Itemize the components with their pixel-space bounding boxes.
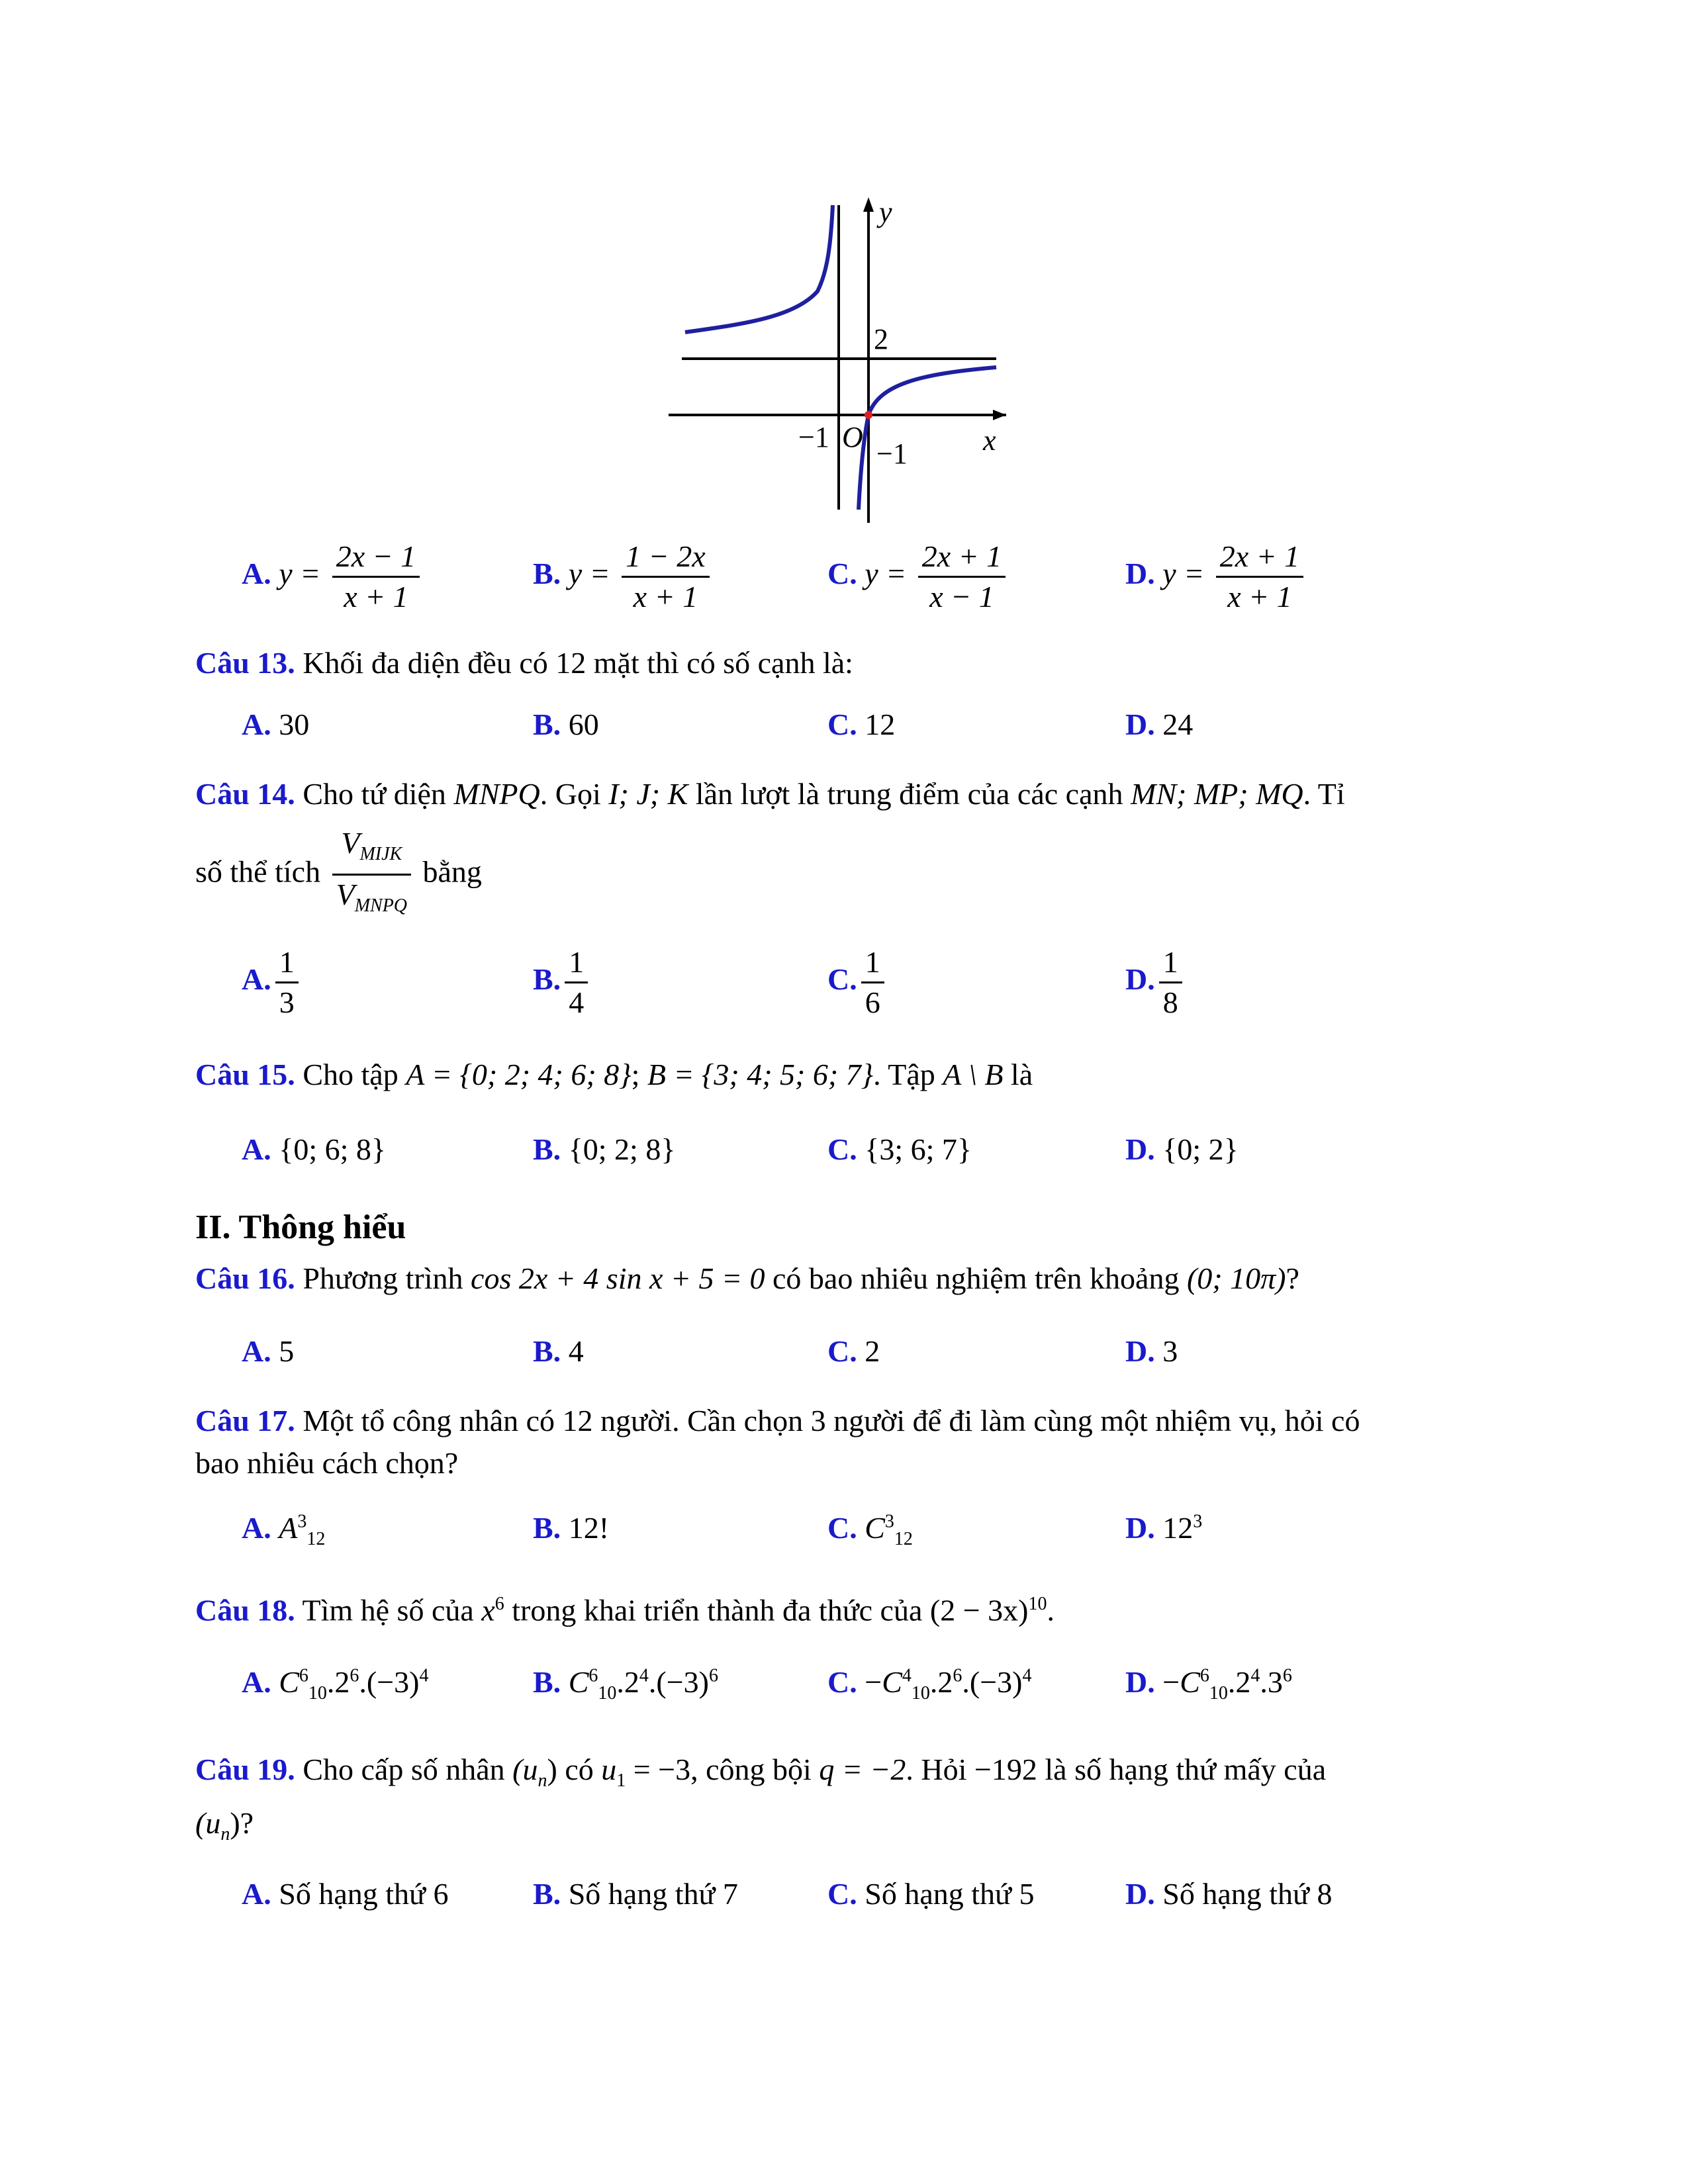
q16-options xyxy=(242,1334,1499,1380)
option-fraction xyxy=(861,943,884,1022)
math-interval: (0; 10π) xyxy=(1186,1261,1286,1295)
option-text: 2 xyxy=(857,1334,880,1368)
question-text: trong khai triển thành đa thức của xyxy=(504,1593,930,1627)
q18-option-a[interactable] xyxy=(242,1664,429,1704)
q19-option-a[interactable] xyxy=(242,1876,448,1911)
option-label: C. xyxy=(827,1877,857,1911)
q19-options xyxy=(242,1876,1499,1923)
q13-option-a[interactable] xyxy=(242,707,309,742)
math-ratio: q = −2 xyxy=(819,1752,906,1786)
q17-options xyxy=(242,1510,1499,1557)
question-text: . xyxy=(1047,1593,1055,1627)
option-text: .2 xyxy=(929,1665,953,1699)
option-text: {0; 6; 8} xyxy=(271,1132,386,1166)
y-axis-arrow-icon xyxy=(863,197,874,212)
math-u1-value: = −3 xyxy=(626,1752,691,1786)
option-label: D. xyxy=(1125,1665,1155,1699)
option-label: D. xyxy=(1125,707,1155,741)
x-label: x xyxy=(983,424,996,457)
option-label: A. xyxy=(242,1877,271,1911)
fraction-den: 6 xyxy=(865,985,880,1019)
option-text: .(−3) xyxy=(962,1665,1023,1699)
option-label: D. xyxy=(1125,1132,1155,1166)
math-x: x xyxy=(481,1593,495,1627)
option-fraction xyxy=(332,537,420,616)
question-label: Câu 18. xyxy=(195,1593,295,1627)
option-label: D. xyxy=(1125,1877,1155,1911)
q12-option-d[interactable] xyxy=(1125,537,1307,616)
option-text: 30 xyxy=(271,707,310,741)
math-value: −192 xyxy=(974,1752,1037,1786)
fraction-den: x + 1 xyxy=(1227,580,1292,614)
option-text: .2 xyxy=(616,1665,639,1699)
option-pre: − xyxy=(857,1665,882,1699)
math-exp: 10 xyxy=(1028,1594,1047,1614)
option-c: C xyxy=(568,1665,589,1699)
question-text: ; xyxy=(631,1058,647,1091)
v-den: V xyxy=(336,878,355,912)
option-label: A. xyxy=(242,1511,271,1545)
v-num: V xyxy=(341,826,360,860)
option-sup: 6 xyxy=(1282,1665,1292,1686)
option-sub: 10 xyxy=(1209,1683,1228,1704)
option-label: D. xyxy=(1125,1334,1155,1368)
question-text: Một tổ công nhân có 12 người. Cần chọn 3 người để đi làm cùng một nhiệm vụ, hỏi có xyxy=(295,1404,1360,1437)
x-axis-arrow-icon xyxy=(993,410,1006,420)
question-text: , công bội xyxy=(690,1752,820,1786)
question-18 xyxy=(195,1583,1493,1631)
option-label: B. xyxy=(533,1511,561,1545)
option-label: C. xyxy=(827,557,857,591)
option-text: 3 xyxy=(1154,1334,1178,1368)
origin-point xyxy=(865,411,872,419)
option-math: C xyxy=(865,1511,885,1545)
q18-options xyxy=(242,1664,1499,1711)
fraction-num: 1 xyxy=(565,943,588,983)
option-fraction xyxy=(622,537,709,616)
option-label: C. xyxy=(827,1511,857,1545)
fraction-num: 1 xyxy=(1159,943,1182,983)
option-text: .(−3) xyxy=(359,1665,420,1699)
option-text: 24 xyxy=(1154,707,1194,741)
question-text: . Gọi xyxy=(539,777,609,811)
fraction-den: 8 xyxy=(1162,985,1178,1019)
option-text: .(−3) xyxy=(648,1665,709,1699)
origin-label: O xyxy=(842,421,863,453)
question-text: có bao nhiêu nghiệm trên khoảng xyxy=(765,1261,1187,1295)
math-set-a: A = {0; 2; 4; 6; 8} xyxy=(406,1058,632,1091)
question-text: là xyxy=(1003,1058,1033,1091)
option-sup: 4 xyxy=(1022,1665,1032,1686)
math-seq-end: ) xyxy=(547,1752,557,1786)
question-13 xyxy=(195,642,1493,684)
option-label: C. xyxy=(827,1665,857,1699)
question-text: lần lượt là trung điểm của các cạnh xyxy=(688,777,1131,811)
q15-option-d[interactable] xyxy=(1125,1132,1239,1167)
option-c: C xyxy=(882,1665,902,1699)
option-label: A. xyxy=(242,1334,271,1368)
option-label: B. xyxy=(533,1132,561,1166)
option-sup: 6 xyxy=(299,1665,308,1686)
fraction-num: 2x + 1 xyxy=(1216,537,1303,578)
option-text: 4 xyxy=(561,1334,584,1368)
option-text: {0; 2; 8} xyxy=(561,1132,676,1166)
q19-option-c[interactable] xyxy=(827,1876,1034,1911)
fraction-num: 2x − 1 xyxy=(332,537,420,578)
option-text: .2 xyxy=(1227,1665,1251,1699)
v-num-sub: MIJK xyxy=(359,844,402,865)
math-points: I; J; K xyxy=(608,777,688,811)
q17-option-d[interactable] xyxy=(1125,1510,1202,1545)
question-17 xyxy=(195,1400,1493,1484)
question-text: Phương trình xyxy=(295,1261,471,1295)
option-sup: 4 xyxy=(1250,1665,1260,1686)
option-lhs: y = xyxy=(568,557,610,591)
option-pre: − xyxy=(1154,1665,1180,1699)
option-sub: 12 xyxy=(894,1529,913,1550)
option-label: A. xyxy=(242,707,271,741)
q13-option-d[interactable] xyxy=(1125,707,1193,742)
fraction-den: x + 1 xyxy=(344,580,408,614)
math-seq: (u xyxy=(512,1752,538,1786)
q18-option-b[interactable] xyxy=(533,1664,718,1704)
math-sub: 1 xyxy=(616,1770,626,1792)
option-label: B. xyxy=(533,1877,561,1911)
q15-options xyxy=(242,1132,1499,1178)
question-text: là số hạng thứ mấy của xyxy=(1037,1752,1327,1786)
option-fraction xyxy=(1159,943,1182,1022)
option-sub: 12 xyxy=(306,1529,326,1550)
option-lhs: y = xyxy=(865,557,907,591)
option-label: B. xyxy=(533,557,561,591)
q17-option-c[interactable] xyxy=(827,1510,913,1550)
option-label: A. xyxy=(242,1665,271,1699)
q12-option-c[interactable] xyxy=(827,537,1009,616)
option-sup: 3 xyxy=(884,1511,894,1532)
question-text: . Tỉ xyxy=(1303,777,1345,811)
option-label: C. xyxy=(827,707,857,741)
option-label: C. xyxy=(827,1334,857,1368)
option-text: Số hạng thứ 5 xyxy=(857,1877,1035,1911)
question-text: Khối đa diện đều có 12 mặt thì có số cạnh là: xyxy=(295,646,853,680)
option-sup: 6 xyxy=(1199,1665,1209,1686)
question-text: ? xyxy=(1286,1261,1299,1295)
q12-options xyxy=(242,537,1499,623)
question-text: Cho tập xyxy=(295,1058,406,1091)
fraction-den: x + 1 xyxy=(633,580,698,614)
q16-option-c[interactable] xyxy=(827,1334,880,1369)
q12-option-a[interactable] xyxy=(242,537,424,616)
y-label: y xyxy=(879,196,892,228)
option-text: 60 xyxy=(561,707,599,741)
option-fraction xyxy=(1216,537,1303,616)
option-math: A xyxy=(279,1511,298,1545)
math-exp: 6 xyxy=(494,1594,504,1614)
option-sup: 3 xyxy=(1193,1511,1203,1532)
question-16 xyxy=(195,1257,1493,1300)
option-text: Số hạng thứ 6 xyxy=(271,1877,449,1911)
option-label: D. xyxy=(1125,1511,1155,1545)
math-set-b: B = {3; 4; 5; 6; 7} xyxy=(647,1058,874,1091)
q18-option-c[interactable] xyxy=(827,1664,1031,1704)
option-text: {3; 6; 7} xyxy=(857,1132,972,1166)
option-text: 12 xyxy=(857,707,896,741)
question-text: Tìm hệ số của xyxy=(295,1593,482,1627)
q17-option-b[interactable] xyxy=(533,1510,609,1545)
option-label: D. xyxy=(1125,962,1155,997)
math-sub: n xyxy=(220,1824,230,1845)
math-sub: n xyxy=(538,1770,547,1792)
question-label: Câu 15. xyxy=(195,1058,295,1091)
q14-option-c[interactable] xyxy=(827,943,888,1022)
option-sup: 6 xyxy=(350,1665,359,1686)
tick-y-2: 2 xyxy=(874,323,888,355)
tick-x-minus-1: −1 xyxy=(798,421,829,453)
option-sub: 10 xyxy=(598,1683,617,1704)
question-label: Câu 17. xyxy=(195,1404,295,1437)
q15-option-c[interactable] xyxy=(827,1132,972,1167)
option-sup: 4 xyxy=(639,1665,649,1686)
question-text: số thể tích xyxy=(195,854,328,889)
question-14-line-2 xyxy=(195,824,1493,925)
fraction-num: 1 xyxy=(275,943,299,983)
fraction-num: 1 − 2x xyxy=(622,537,709,578)
option-label: A. xyxy=(242,962,271,997)
option-fraction xyxy=(565,943,588,1022)
option-text: 5 xyxy=(271,1334,295,1368)
option-sup: 6 xyxy=(588,1665,598,1686)
volume-ratio xyxy=(332,824,411,925)
option-c: C xyxy=(1180,1665,1200,1699)
q14-option-d[interactable] xyxy=(1125,943,1186,1022)
option-pre xyxy=(561,1665,569,1699)
math-seq-end: )? xyxy=(230,1806,254,1841)
math-u1: u xyxy=(601,1752,617,1786)
q17-option-a[interactable] xyxy=(242,1510,325,1550)
fraction-num: 1 xyxy=(861,943,884,983)
q14-option-b[interactable] xyxy=(533,943,592,1022)
option-c: C xyxy=(279,1665,299,1699)
fraction-den: x − 1 xyxy=(929,580,994,614)
fraction-num: 2x + 1 xyxy=(918,537,1006,578)
option-text: .3 xyxy=(1260,1665,1283,1699)
q18-option-d[interactable] xyxy=(1125,1664,1292,1704)
math-edges: MN; MP; MQ xyxy=(1131,777,1303,811)
question-label: Câu 19. xyxy=(195,1752,295,1786)
q12-option-b[interactable] xyxy=(533,537,714,616)
section-heading: II. Thông hiểu xyxy=(195,1208,406,1246)
option-sup: 6 xyxy=(708,1665,718,1686)
question-14 xyxy=(195,773,1493,815)
q19-option-b[interactable] xyxy=(533,1876,738,1911)
question-label: Câu 14. xyxy=(195,777,295,811)
math-equation: cos 2x + 4 sin x + 5 = 0 xyxy=(471,1261,765,1295)
option-label: B. xyxy=(533,962,561,997)
math-seq: (u xyxy=(195,1806,221,1841)
option-lhs: y = xyxy=(1162,557,1205,591)
question-text: bằng xyxy=(415,854,482,889)
q16-option-d[interactable] xyxy=(1125,1334,1178,1369)
question-label: Câu 16. xyxy=(195,1261,295,1295)
q13-option-c[interactable] xyxy=(827,707,895,742)
question-15 xyxy=(195,1054,1493,1096)
option-text: Số hạng thứ 8 xyxy=(1154,1877,1333,1911)
q16-option-a[interactable] xyxy=(242,1334,294,1369)
option-label: A. xyxy=(242,557,271,591)
option-sup: 3 xyxy=(297,1511,307,1532)
option-text: .2 xyxy=(326,1665,350,1699)
option-label: B. xyxy=(533,1665,561,1699)
option-sup: 6 xyxy=(953,1665,962,1686)
fraction-den: 4 xyxy=(569,985,585,1019)
option-label: B. xyxy=(533,707,561,741)
question-text: bao nhiêu cách chọn? xyxy=(195,1446,459,1480)
v-den-sub: MNPQ xyxy=(354,895,408,917)
q16-option-b[interactable] xyxy=(533,1334,584,1369)
option-sub: 10 xyxy=(911,1683,930,1704)
option-fraction xyxy=(918,537,1006,616)
question-text: . Hỏi xyxy=(906,1752,974,1786)
function-graph xyxy=(669,192,1013,523)
question-text: . Tập xyxy=(873,1058,943,1091)
option-lhs: y = xyxy=(279,557,321,591)
q13-options xyxy=(242,707,1499,753)
option-text: {0; 2} xyxy=(1154,1132,1239,1166)
option-label: C. xyxy=(827,1132,857,1166)
question-19 xyxy=(195,1749,1493,1856)
q15-option-b[interactable] xyxy=(533,1132,675,1167)
option-label: C. xyxy=(827,962,857,997)
option-sup: 4 xyxy=(419,1665,429,1686)
option-sub: 10 xyxy=(308,1683,327,1704)
question-text: Cho tứ diện xyxy=(295,777,454,811)
question-text: có xyxy=(557,1752,602,1786)
q14-option-a[interactable] xyxy=(242,943,303,1022)
question-text: Cho cấp số nhân xyxy=(295,1752,513,1786)
q15-option-a[interactable] xyxy=(242,1132,386,1167)
q14-options xyxy=(242,943,1499,1029)
fraction-den: 3 xyxy=(279,985,295,1019)
question-label: Câu 13. xyxy=(195,646,295,680)
option-text: Số hạng thứ 7 xyxy=(561,1877,738,1911)
q13-option-b[interactable] xyxy=(533,707,599,742)
option-label: D. xyxy=(1125,557,1155,591)
option-label: A. xyxy=(242,1132,271,1166)
option-text: 12 xyxy=(1154,1511,1194,1545)
option-pre xyxy=(271,1665,279,1699)
option-text: 12! xyxy=(561,1511,610,1545)
math-difference: A \ B xyxy=(943,1058,1004,1091)
option-label: B. xyxy=(533,1334,561,1368)
curve-left-branch xyxy=(685,205,833,332)
option-sup: 4 xyxy=(902,1665,912,1686)
math-tetrahedron: MNPQ xyxy=(453,777,540,811)
math-expression: (2 − 3x) xyxy=(929,1593,1029,1627)
option-fraction xyxy=(275,943,299,1022)
tick-y-minus-1: −1 xyxy=(876,437,908,470)
q19-option-d[interactable] xyxy=(1125,1876,1332,1911)
